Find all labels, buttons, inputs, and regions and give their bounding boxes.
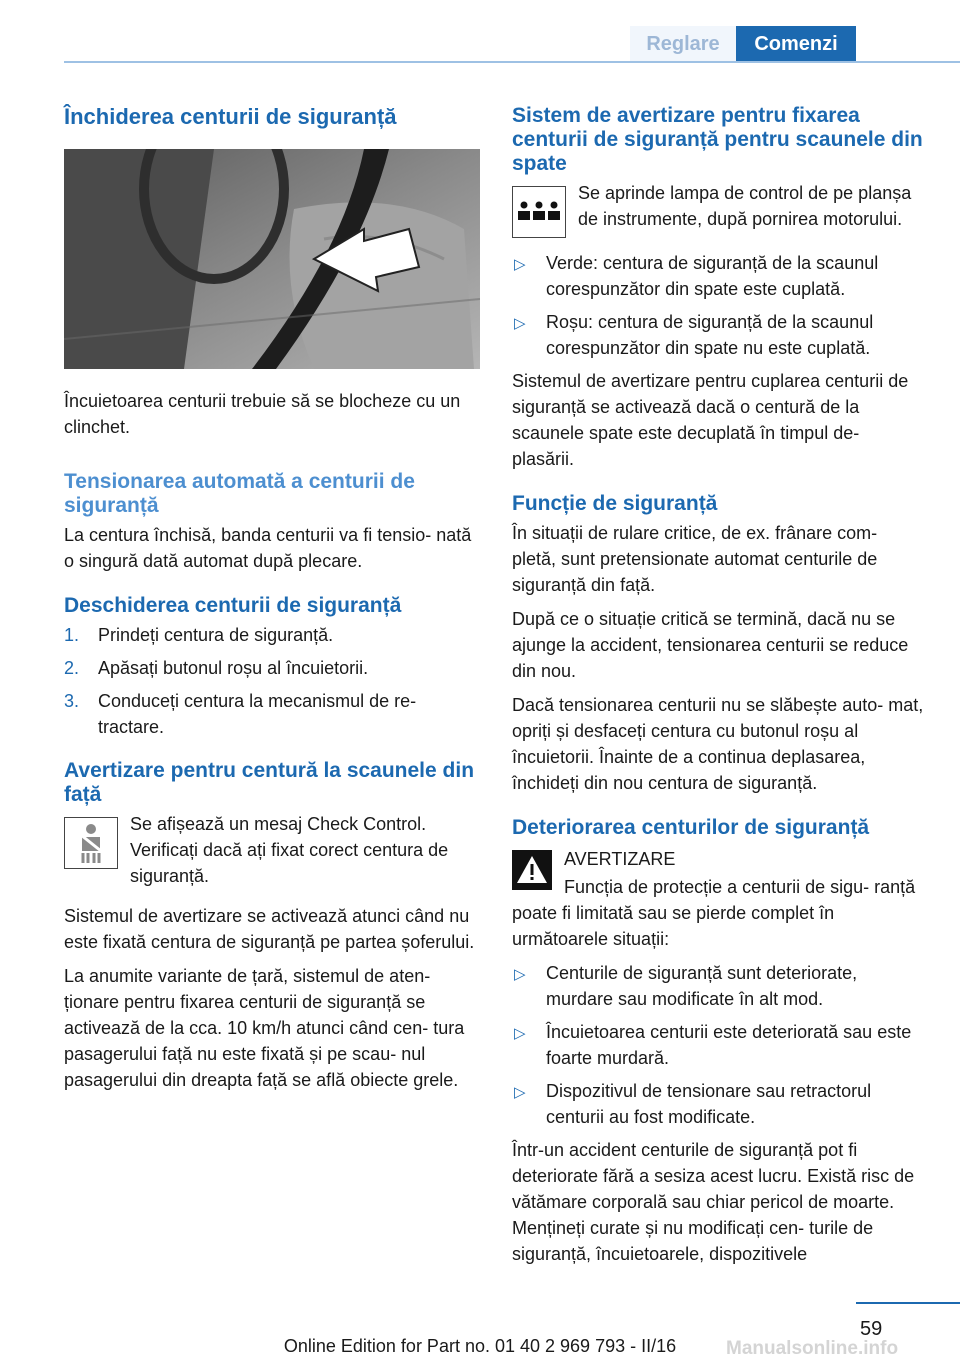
warning-block — [512, 846, 926, 872]
tension-text: La centura închisă, banda centurii va fi tensio‐ nată o singură dată automat după plecare. — [64, 525, 472, 571]
warning-text: Funcția de protecție a centurii de sigu‐ ranță poate fi limitată sau se pierde complet în următoarele situații: — [512, 877, 916, 949]
damage-list — [512, 960, 926, 1130]
list-item: 2. Apăsați butonul roșu al încuietorii. — [64, 658, 369, 678]
heading-close-belt: Închiderea centurii de siguranță — [64, 104, 397, 129]
heading-belt-damage: Deteriorarea centurilor de siguranță — [512, 816, 870, 839]
rear-warning-row — [512, 180, 926, 236]
header-divider — [64, 61, 960, 63]
heading-rear-warning: Sistem de avertizare pentru fixarea centurii de siguranță pentru scaunele din spate — [512, 104, 923, 175]
watermark: Manualsonline.info — [726, 1338, 899, 1359]
open-steps-list — [64, 622, 482, 740]
heading-safety-function: Funcție de siguranță — [512, 492, 718, 515]
triangle-bullet-icon: ▷ — [514, 1084, 526, 1101]
triangle-bullet-icon: ▷ — [514, 256, 526, 273]
warning-triangle-icon — [512, 850, 552, 890]
front-p2: La anumite variante de țară, sistemul de aten‐ ționare pentru fixarea centurii de siguranță se activează de la cca. 10 km/h atunci când cen‐ tura pasagerului față nu este fixată și pe scau‐ nul pasagerului din dreapta față se află obiecte grele. — [64, 966, 465, 1090]
warning-title: AVERTIZARE — [564, 849, 676, 869]
seatbelt-warning-icon — [64, 817, 118, 869]
rear-warning-text: Se aprinde lampa de control de pe planșa de instrumente, după pornirea motorului. — [578, 183, 912, 229]
heading-auto-tension: Tensionarea automată a centurii de siguranță — [64, 470, 415, 517]
func-p1: În situații de rulare critice, de ex. frânare com‐ pletă, sunt pretensionate automat centurile de siguranță din față. — [512, 523, 878, 595]
func-p3: Dacă tensionarea centurii nu se slăbește auto‐ mat, opriți și desfaceți centura cu butonul roșu al încuietorii. Înainte de a continua deplasarea, închideți din nou centura de siguranță. — [512, 695, 924, 793]
triangle-bullet-icon: ▷ — [514, 1025, 526, 1042]
right-column — [512, 104, 926, 1275]
func-p2: După ce o situație critică se termină, dacă nu se ajunge la accident, tensionarea centurii se reduce din nou. — [512, 609, 909, 681]
tab-reglare[interactable]: Reglare — [630, 26, 736, 62]
rear-status-list — [512, 250, 926, 361]
edition-footer: Online Edition for Part no. 01 40 2 969 793 - II/16 — [283, 1336, 677, 1356]
footer-divider — [856, 1302, 960, 1304]
left-column — [64, 104, 482, 1101]
list-item: 3. Conduceți centura la mecanismul de re‐ tractare. — [64, 691, 417, 737]
triangle-bullet-icon: ▷ — [514, 966, 526, 983]
list-item: 1. Prindeți centura de siguranță. — [64, 625, 334, 645]
front-warning-text: Se afișează un mesaj Check Control. Verificați dacă ați fixat corect centura de siguranță. — [130, 814, 449, 886]
list-item: ▷ Încuietoarea centurii este deteriorată sau este foarte murdară. — [514, 1022, 912, 1068]
list-item: ▷ Verde: centura de siguranță de la scaunul corespunzător din spate este cuplată. — [514, 253, 879, 299]
page-number: 59 — [860, 1318, 883, 1340]
list-item: ▷ Dispozitivul de tensionare sau retractorul centurii au fost modificate. — [514, 1081, 872, 1127]
list-item: ▷ Roșu: centura de siguranță de la scaunul corespunzător din spate nu este cuplată. — [514, 312, 874, 358]
rear-seats-icon — [512, 186, 566, 238]
rear-paragraph: Sistemul de avertizare pentru cuplarea centurii de siguranță se activează dacă o centură de la scaunele spate este decuplată în timpul de‐ plasării. — [512, 371, 909, 469]
list-item: ▷ Centurile de siguranță sunt deteriorate, murdare sau modificate în alt mod. — [514, 963, 858, 1009]
front-p1: Sistemul de avertizare se activează atunci când nu este fixată centura de siguranță pe partea șoferului. — [64, 906, 475, 952]
tab-comenzi[interactable]: Comenzi — [736, 26, 856, 62]
front-warning-row — [64, 811, 482, 889]
heading-front-warning: Avertizare pentru centură la scaunele din față — [64, 759, 475, 806]
heading-open-belt: Deschiderea centurii de siguranță — [64, 594, 402, 617]
photo-caption: Încuietoarea centurii trebuie să se blocheze cu un clinchet. — [64, 391, 461, 437]
seatbelt-buckle-photo — [64, 149, 480, 369]
damage-paragraph: Într-un accident centurile de siguranță pot fi deteriorate fără a sesiza acest lucru. Există risc de vătămare corporală sau chiar pericol de moarte. Mențineți curate și nu modificați cen‐ turile de siguranță, încuietoarele, dispozitivele — [512, 1140, 915, 1264]
triangle-bullet-icon: ▷ — [514, 315, 526, 332]
